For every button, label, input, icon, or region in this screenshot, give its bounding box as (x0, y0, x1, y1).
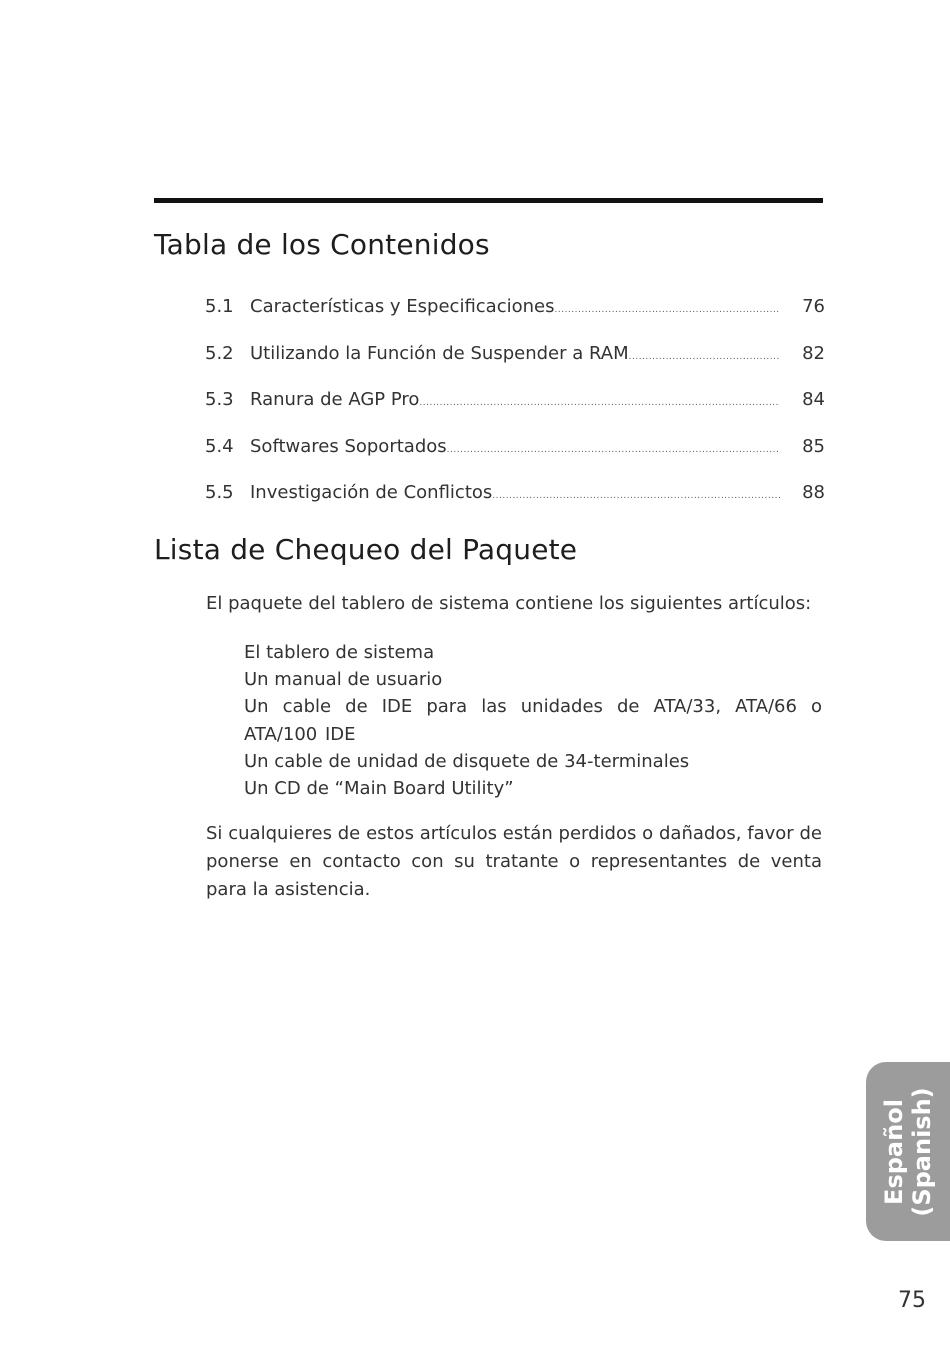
toc-entry[interactable] (205, 343, 825, 390)
list-item: Un cable de IDE para las unidades de ATA/33, ATA/66 o ATA/100 IDE (244, 696, 822, 745)
toc-entry[interactable] (205, 436, 825, 483)
package-intro: El paquete del tablero de sistema contiene los siguientes artículos: (206, 593, 812, 614)
language-tab-label (880, 1087, 936, 1216)
list-item: El tablero de sistema (244, 642, 435, 663)
top-rule (154, 198, 823, 203)
toc-entry-number: 5.1 (205, 296, 234, 317)
toc-entry-page: 88 (802, 482, 825, 503)
language-tab-line1: Español (880, 1098, 908, 1205)
toc-entry-title: Softwares Soportados ..... (250, 436, 780, 457)
toc-entry-title: Ranura de AGP Pro ..... (250, 389, 780, 410)
toc-entry-title: Investigación de Conflictos ..... (250, 482, 780, 503)
toc-entry[interactable] (205, 482, 825, 529)
toc-entry-page: 76 (802, 296, 825, 317)
package-heading: Lista de Chequeo del Paquete (154, 533, 578, 566)
list-item: Un CD de “Main Board Utility” (244, 778, 514, 800)
toc-entry-page: 84 (802, 389, 825, 410)
language-tab (866, 1062, 950, 1241)
list-item: Un cable de unidad de disquete de 34-terminales (244, 750, 690, 772)
toc-entry-number: 5.2 (205, 342, 234, 364)
toc-entry-number: 5.5 (205, 482, 234, 503)
toc-entry[interactable] (205, 296, 825, 343)
page-number: 75 (898, 1288, 926, 1313)
toc-entry-page: 85 (802, 435, 825, 457)
package-items-list (244, 639, 822, 802)
toc-entry-number: 5.4 (205, 435, 234, 457)
toc-heading: Tabla de los Contenidos (154, 228, 490, 261)
list-item: Un manual de usuario (244, 669, 443, 691)
toc-list (205, 296, 825, 529)
toc-entry-title: Utilizando la Función de Suspender a RAM ..... (250, 343, 780, 364)
language-tab-line2: (Spanish) (908, 1086, 936, 1217)
package-closing-paragraph: Si cualquieres de estos artículos están perdidos o dañados, favor de ponerse en contacto con su tratante o representantes de venta para la asistencia. (206, 823, 822, 900)
toc-entry-page: 82 (802, 342, 825, 364)
toc-entry-title: Características y Especificaciones ..... (250, 296, 780, 317)
toc-entry-number: 5.3 (205, 389, 234, 410)
toc-entry[interactable] (205, 389, 825, 436)
